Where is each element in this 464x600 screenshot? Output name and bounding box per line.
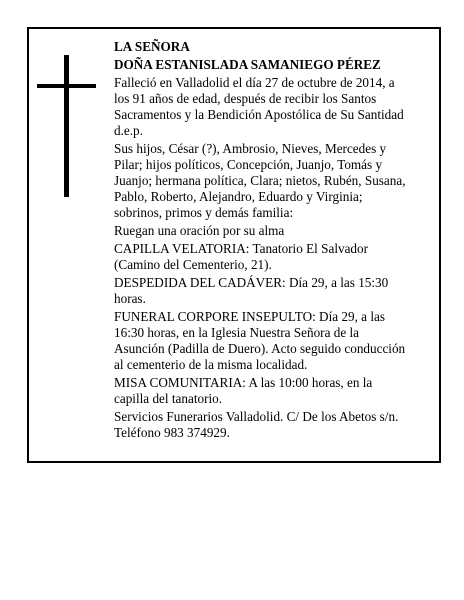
cross-icon-bar	[37, 84, 96, 88]
death-line: los 91 años de edad, después de recibir los Santos	[114, 91, 377, 106]
funeral-line: al cementerio de la misma localidad.	[114, 357, 308, 372]
family-line: sobrinos, primos y demás familia:	[114, 205, 294, 220]
death-line: d.e.p.	[114, 123, 143, 138]
deceased-name: DOÑA ESTANISLADA SAMANIEGO PÉREZ	[114, 57, 381, 72]
funeral-line: 16:30 horas, en la Iglesia Nuestra Señora de la	[114, 325, 359, 340]
funeral-line: FUNERAL CORPORE INSEPULTO: Día 29, a las	[114, 309, 385, 324]
death-line: Falleció en Valladolid el día 27 de octubre de 2014, a	[114, 75, 395, 90]
services-line: Servicios Funerarios Valladolid. C/ De los Abetos s/n.	[114, 409, 399, 424]
family-line: Pilar; hijos políticos, Concepción, Juanjo, Tomás y	[114, 157, 383, 172]
mass-line: MISA COMUNITARIA: A las 10:00 horas, en la	[114, 375, 373, 390]
family-line: Juanjo; hermana política, Clara; nietos, Rubén, Susana,	[114, 173, 406, 188]
funeral-line: Asunción (Padilla de Duero). Acto seguido conducción	[114, 341, 406, 356]
services-line: Teléfono 983 374929.	[114, 425, 230, 440]
notice-text	[114, 39, 427, 441]
prayer-line: Ruegan una oración por su alma	[114, 223, 285, 238]
family-line: Sus hijos, César (?), Ambrosio, Nieves, Mercedes y	[114, 141, 387, 156]
chapel-line: (Camino del Cementerio, 21).	[114, 257, 272, 272]
notice-heading: LA SEÑORA	[114, 39, 190, 54]
death-line: Sacramentos y la Bendición Apostólica de Su Santidad	[114, 107, 404, 122]
mass-line: capilla del tanatorio.	[114, 391, 223, 406]
farewell-line: horas.	[114, 291, 146, 306]
farewell-line: DESPEDIDA DEL CADÁVER: Día 29, a las 15:30	[114, 275, 389, 290]
chapel-line: CAPILLA VELATORIA: Tanatorio El Salvador	[114, 241, 369, 256]
family-line: Pablo, Roberto, Alejandro, Eduardo y Virginia;	[114, 189, 363, 204]
cross-icon	[64, 55, 69, 197]
